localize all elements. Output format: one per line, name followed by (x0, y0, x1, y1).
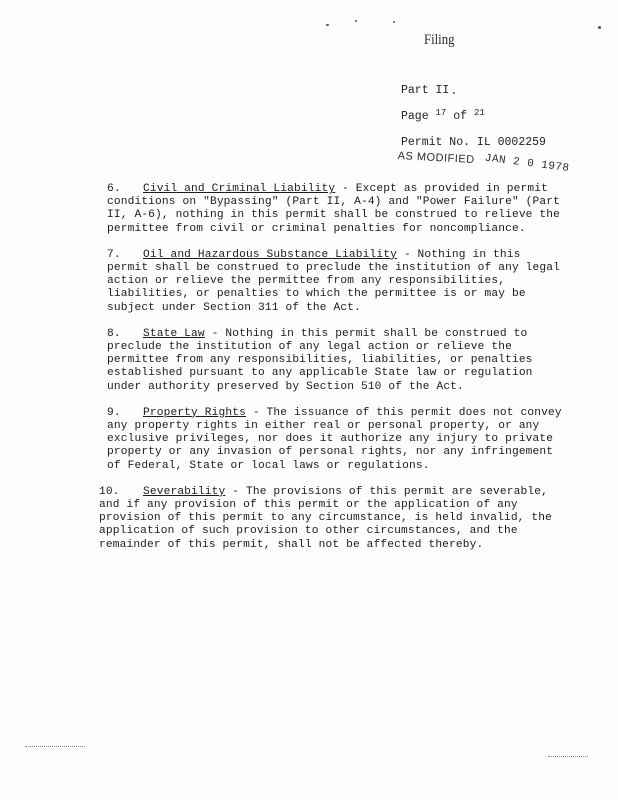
stamp-text: AS MODIFIED (397, 150, 475, 167)
paragraph-text: - Nothing in this permit shall be construed to preclude the institution of any legal action or relieve the permittee from any responsibilities, liabilities, or penalties to which the permittee is or may be subject under Section 311 of the Act. (107, 248, 560, 314)
paragraph-6 (107, 183, 562, 236)
paragraph-text: - The issuance of this permit does not convey any property rights in either real or personal property, or any exclusive privileges, nor does it authorize any injury to private property or any invasion of personal rights, nor any infringement of Federal, State or local laws or regulations. (107, 406, 562, 472)
paragraph-number: 7. (107, 248, 121, 261)
paragraph-9 (107, 407, 562, 473)
paragraph-heading: Civil and Criminal Liability (143, 183, 336, 195)
paragraph-10 (99, 486, 562, 552)
page-number (401, 108, 485, 123)
page-total: 21 (473, 108, 485, 118)
page-current: 17 (435, 108, 447, 118)
page-of: of (453, 110, 468, 123)
scan-artifact-line (25, 746, 85, 748)
paragraph-text: - The provisions of this permit are severable, and if any provision of this permit or the application of any provision of this permit to any circumstance, is held invalid, the application of such provision to other circumstances, and the remainder of this permit, shall not be affected thereby. (99, 485, 552, 551)
paragraph-number: 9. (107, 406, 121, 419)
scan-speck (453, 92, 455, 94)
paragraph-number: 8. (107, 327, 121, 340)
page-prefix: Page (401, 110, 429, 123)
scan-speck (355, 20, 357, 22)
part-label: Part II (401, 84, 450, 97)
permit-label: Permit No. (401, 136, 471, 149)
scan-speck (326, 24, 329, 26)
paragraph-number: 6. (107, 183, 121, 195)
paragraph-text: - Nothing in this permit shall be construed to preclude the institution of any legal action or relieve the permittee from any responsibilities, liabilities, or penalties established pursuant to any applicable State law or regulation under authority preserved by Section 510 of the Act. (107, 327, 533, 393)
paragraph-number: 10. (99, 485, 120, 498)
paragraph-7 (107, 249, 562, 315)
paragraph-text: - Except as provided in permit conditions on "Bypassing" (Part II, A-4) and "Power Failure" (Part II, A-6), nothing in this permit shall be construed to relieve the permittee from civil or criminal penalties for noncompliance. (107, 183, 560, 235)
document-body (99, 183, 562, 565)
paragraph-heading: Severability (143, 485, 226, 498)
paragraph-heading: State Law (143, 327, 205, 340)
paragraph-heading: Oil and Hazardous Substance Liability (143, 248, 397, 261)
scan-artifact-line (548, 756, 588, 758)
filing-label: Filing (424, 32, 455, 48)
permit-value: IL 0002259 (476, 136, 546, 149)
scan-speck (598, 26, 601, 29)
permit-number (401, 136, 546, 149)
paragraph-8 (107, 328, 562, 394)
scan-speck (393, 21, 395, 23)
stamp-date: JAN 2 0 1978 (483, 152, 570, 175)
paragraph-heading: Property Rights (143, 406, 246, 419)
modified-stamp (397, 150, 570, 175)
